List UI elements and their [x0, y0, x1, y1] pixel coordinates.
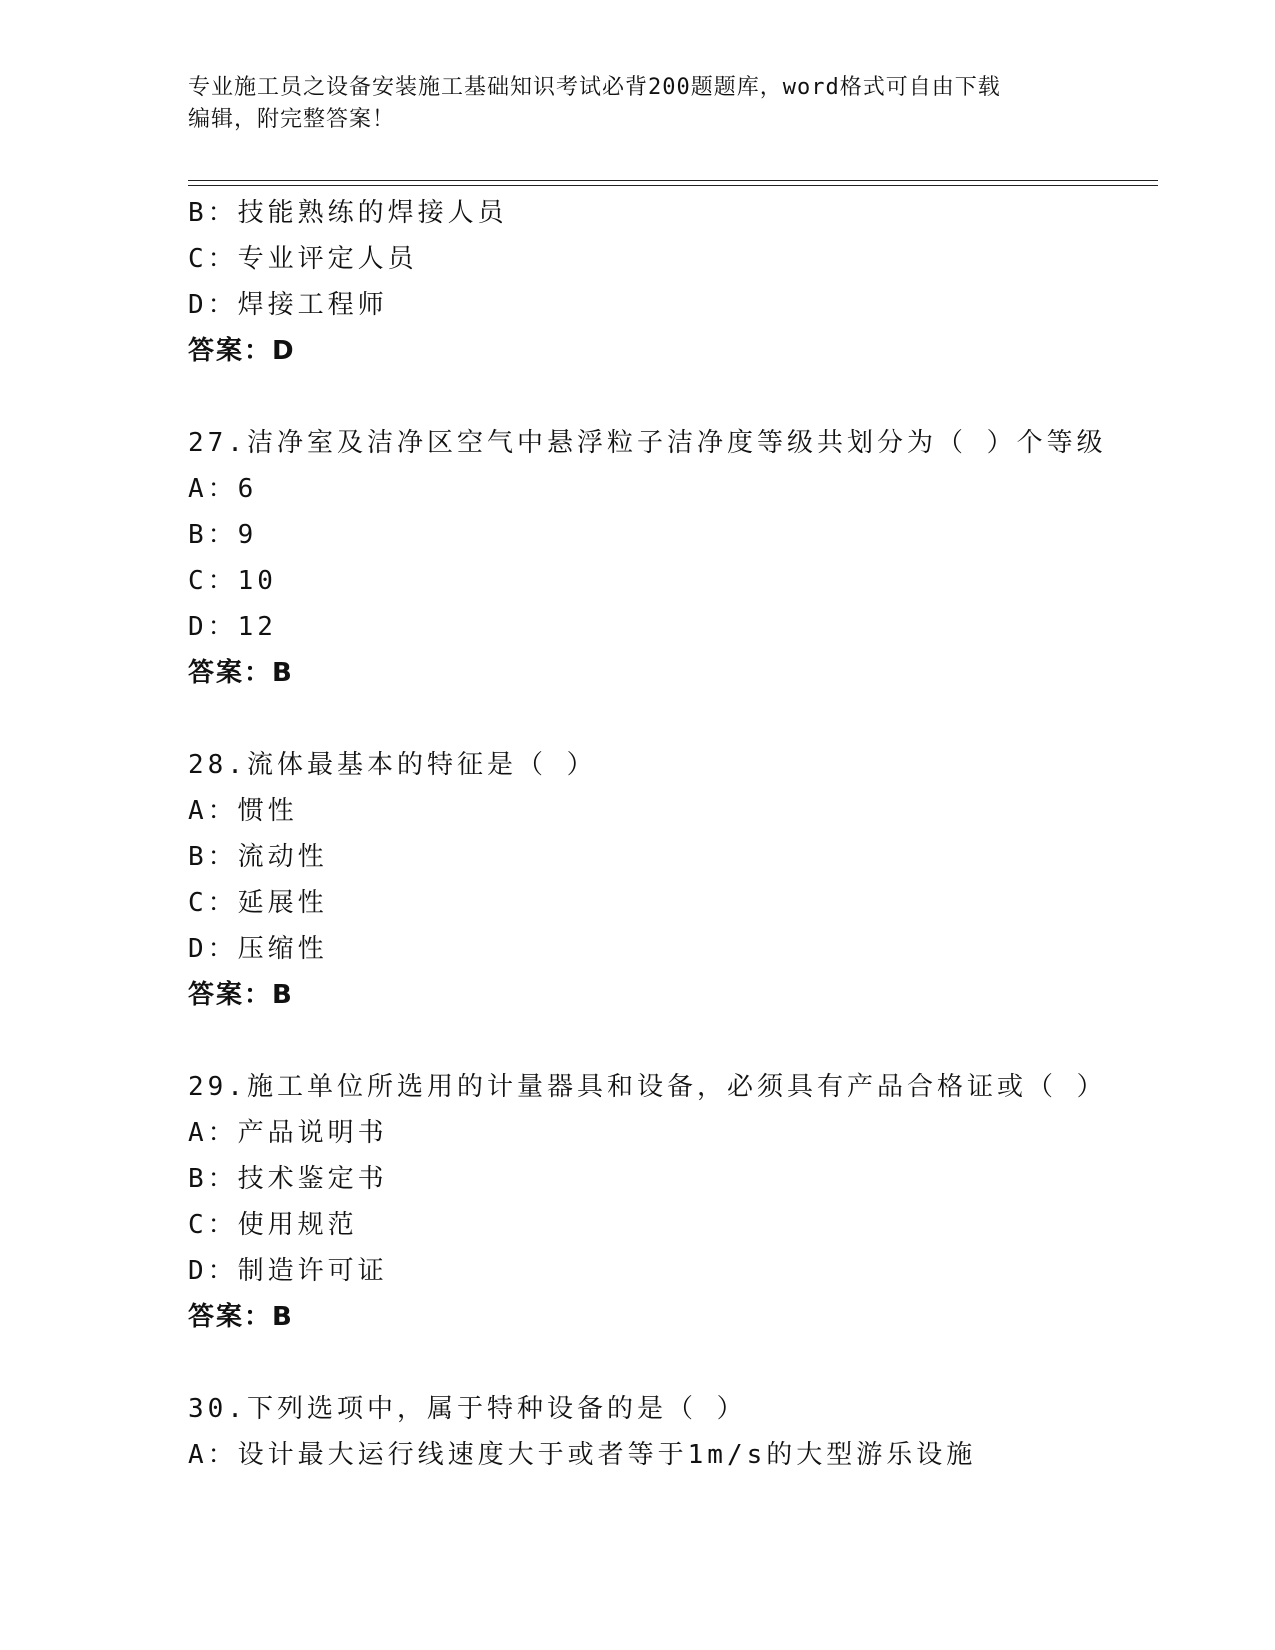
option-c: C：使用规范: [188, 1210, 358, 1240]
option-b: B：技术鉴定书: [188, 1164, 388, 1194]
question-29: [188, 1064, 1188, 1340]
option-d: D：12: [188, 612, 277, 642]
question-28: [188, 742, 1188, 1018]
option-d: D：压缩性: [188, 934, 328, 964]
question-30: [188, 1386, 1188, 1478]
option-b: B：技能熟练的焊接人员: [188, 198, 508, 228]
question-text: 27.洁净室及洁净区空气中悬浮粒子洁净度等级共划分为（ ）个等级: [188, 428, 1107, 458]
answer: 答案：D: [188, 336, 296, 366]
answer: 答案：B: [188, 1302, 294, 1332]
option-c: C：10: [188, 566, 277, 596]
answer: 答案：B: [188, 980, 294, 1010]
option-d: D：焊接工程师: [188, 290, 388, 320]
question-26: [188, 190, 1188, 374]
option-a: A：设计最大运行线速度大于或者等于1m/s的大型游乐设施: [188, 1440, 977, 1470]
header-divider-top: [188, 180, 1158, 181]
header-title-line-1: 专业施工员之设备安装施工基础知识考试必背200题题库，word格式可自由下载: [188, 75, 1001, 100]
option-a: A：惯性: [188, 796, 298, 826]
spacer: [188, 1340, 1188, 1386]
question-list: [188, 190, 1188, 1478]
spacer: [188, 1018, 1188, 1064]
question-text: 30.下列选项中，属于特种设备的是（ ）: [188, 1394, 747, 1424]
option-a: A：产品说明书: [188, 1118, 388, 1148]
option-d: D：制造许可证: [188, 1256, 388, 1286]
header-title-line-2: 编辑，附完整答案！: [188, 107, 396, 132]
spacer: [188, 374, 1188, 420]
answer: 答案：B: [188, 658, 294, 688]
option-b: B：9: [188, 520, 258, 550]
question-text: 29.施工单位所选用的计量器具和设备，必须具有产品合格证或（ ）: [188, 1072, 1107, 1102]
option-a: A：6: [188, 474, 258, 504]
header-divider-bottom: [188, 185, 1158, 186]
question-27: [188, 420, 1188, 696]
option-c: C：专业评定人员: [188, 244, 418, 274]
spacer: [188, 696, 1188, 742]
option-b: B：流动性: [188, 842, 328, 872]
option-c: C：延展性: [188, 888, 328, 918]
question-text: 28.流体最基本的特征是（ ）: [188, 750, 597, 780]
document-header: [188, 72, 1088, 136]
